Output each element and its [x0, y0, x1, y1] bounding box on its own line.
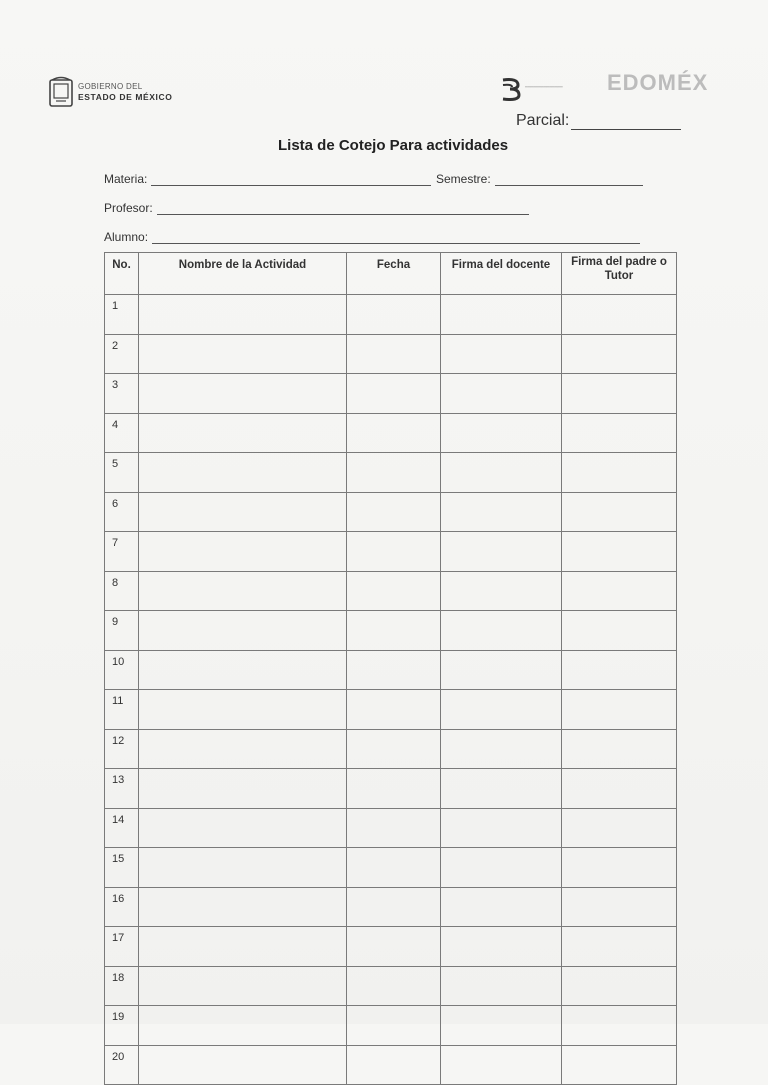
cell-nombre-actividad[interactable] [139, 571, 347, 611]
row-number: 1 [105, 295, 139, 335]
cell-firma-padre-tutor[interactable] [562, 1006, 677, 1046]
materia-label: Materia: [104, 172, 148, 186]
row-number: 6 [105, 492, 139, 532]
cell-fecha[interactable] [347, 650, 441, 690]
gov-logo-line2: ESTADO DE MÉXICO [78, 92, 173, 102]
table-row [105, 729, 677, 769]
cell-nombre-actividad[interactable] [139, 1006, 347, 1046]
cell-nombre-actividad[interactable] [139, 611, 347, 651]
cell-firma-padre-tutor[interactable] [562, 729, 677, 769]
cell-nombre-actividad[interactable] [139, 532, 347, 572]
table-row [105, 611, 677, 651]
parcial-field [516, 112, 681, 130]
cell-fecha[interactable] [347, 611, 441, 651]
header-no: No. [105, 253, 139, 295]
cell-firma-padre-tutor[interactable] [562, 611, 677, 651]
row-number: 13 [105, 769, 139, 809]
cell-firma-docente[interactable] [441, 334, 562, 374]
cell-firma-padre-tutor[interactable] [562, 571, 677, 611]
cell-firma-padre-tutor[interactable] [562, 492, 677, 532]
cell-nombre-actividad[interactable] [139, 453, 347, 493]
row-number: 19 [105, 1006, 139, 1046]
cell-firma-docente[interactable] [441, 453, 562, 493]
row-number: 16 [105, 887, 139, 927]
cell-fecha[interactable] [347, 334, 441, 374]
parcial-line[interactable] [571, 115, 681, 130]
cell-fecha[interactable] [347, 729, 441, 769]
row-number: 12 [105, 729, 139, 769]
semestre-line[interactable] [495, 173, 643, 186]
cell-fecha[interactable] [347, 808, 441, 848]
cell-firma-padre-tutor[interactable] [562, 295, 677, 335]
row-number: 5 [105, 453, 139, 493]
cell-fecha[interactable] [347, 887, 441, 927]
cell-fecha[interactable] [347, 927, 441, 967]
cell-nombre-actividad[interactable] [139, 887, 347, 927]
cell-firma-docente[interactable] [441, 295, 562, 335]
cell-firma-padre-tutor[interactable] [562, 1045, 677, 1085]
cell-fecha[interactable] [347, 1045, 441, 1085]
cell-firma-padre-tutor[interactable] [562, 769, 677, 809]
cell-nombre-actividad[interactable] [139, 927, 347, 967]
row-number: 11 [105, 690, 139, 730]
semestre-field [436, 172, 643, 186]
cell-firma-docente[interactable] [441, 611, 562, 651]
cell-firma-padre-tutor[interactable] [562, 690, 677, 730]
semestre-label: Semestre: [436, 172, 491, 186]
cell-firma-docente[interactable] [441, 374, 562, 414]
row-number: 14 [105, 808, 139, 848]
row-number: 9 [105, 611, 139, 651]
materia-field [104, 172, 431, 186]
header-firma-docente: Firma del docente [441, 253, 562, 295]
table-row [105, 492, 677, 532]
cell-nombre-actividad[interactable] [139, 808, 347, 848]
cell-firma-padre-tutor[interactable] [562, 650, 677, 690]
table-row [105, 887, 677, 927]
cell-firma-padre-tutor[interactable] [562, 532, 677, 572]
table-row [105, 808, 677, 848]
cell-fecha[interactable] [347, 295, 441, 335]
alumno-label: Alumno: [104, 230, 149, 244]
table-row [105, 532, 677, 572]
row-number: 3 [105, 374, 139, 414]
cell-nombre-actividad[interactable] [139, 690, 347, 730]
cell-firma-padre-tutor[interactable] [562, 966, 677, 1006]
table-row [105, 927, 677, 967]
header-firma-padre-tutor: Firma del padre o Tutor [562, 253, 677, 295]
alumno-line[interactable] [152, 231, 640, 244]
row-number: 7 [105, 532, 139, 572]
cell-fecha[interactable] [347, 532, 441, 572]
cell-firma-docente[interactable] [441, 887, 562, 927]
row-number: 8 [105, 571, 139, 611]
table-row [105, 571, 677, 611]
cell-firma-docente[interactable] [441, 571, 562, 611]
table-row [105, 1045, 677, 1085]
cell-nombre-actividad[interactable] [139, 492, 347, 532]
cell-firma-docente[interactable] [441, 808, 562, 848]
cell-fecha[interactable] [347, 571, 441, 611]
cell-fecha[interactable] [347, 413, 441, 453]
cell-fecha[interactable] [347, 690, 441, 730]
table-row [105, 1006, 677, 1046]
table-body [105, 295, 677, 1085]
cell-firma-docente[interactable] [441, 729, 562, 769]
cell-firma-docente[interactable] [441, 966, 562, 1006]
parcial-label: Parcial: [516, 112, 570, 129]
row-number: 17 [105, 927, 139, 967]
cell-firma-padre-tutor[interactable] [562, 848, 677, 888]
cell-fecha[interactable] [347, 453, 441, 493]
cell-nombre-actividad[interactable] [139, 729, 347, 769]
edomex-logo: EDOMÉX [607, 70, 709, 95]
cell-nombre-actividad[interactable] [139, 295, 347, 335]
profesor-label: Profesor: [104, 201, 153, 215]
row-number: 2 [105, 334, 139, 374]
cell-firma-docente[interactable] [441, 927, 562, 967]
cell-fecha[interactable] [347, 374, 441, 414]
cell-nombre-actividad[interactable] [139, 334, 347, 374]
cell-fecha[interactable] [347, 966, 441, 1006]
cell-fecha[interactable] [347, 848, 441, 888]
table-row [105, 848, 677, 888]
cell-firma-padre-tutor[interactable] [562, 413, 677, 453]
table-row [105, 690, 677, 730]
alumno-field [104, 230, 640, 244]
profesor-line[interactable] [157, 202, 529, 215]
cell-firma-docente[interactable] [441, 1006, 562, 1046]
state-seal-icon [48, 76, 74, 108]
table-row [105, 334, 677, 374]
cell-firma-padre-tutor[interactable] [562, 927, 677, 967]
activities-table [104, 252, 677, 1085]
materia-line[interactable] [151, 173, 431, 186]
row-number: 18 [105, 966, 139, 1006]
header-fecha: Fecha [347, 253, 441, 295]
cell-nombre-actividad[interactable] [139, 1045, 347, 1085]
row-number: 20 [105, 1045, 139, 1085]
table-row [105, 413, 677, 453]
cell-firma-padre-tutor[interactable] [562, 334, 677, 374]
cobaem-mark-icon [500, 76, 522, 102]
cell-firma-padre-tutor[interactable] [562, 374, 677, 414]
cell-fecha[interactable] [347, 769, 441, 809]
cell-firma-docente[interactable] [441, 690, 562, 730]
cell-firma-docente[interactable] [441, 769, 562, 809]
gov-logo-line1: GOBIERNO DEL [78, 82, 143, 91]
cell-firma-docente[interactable] [441, 1045, 562, 1085]
profesor-field [104, 201, 529, 215]
cobaem-logo [500, 76, 579, 102]
cell-nombre-actividad[interactable] [139, 966, 347, 1006]
table-row [105, 295, 677, 335]
table-row [105, 769, 677, 809]
cell-fecha[interactable] [347, 492, 441, 532]
cell-nombre-actividad[interactable] [139, 650, 347, 690]
cell-firma-docente[interactable] [441, 492, 562, 532]
cell-firma-padre-tutor[interactable] [562, 808, 677, 848]
cell-nombre-actividad[interactable] [139, 848, 347, 888]
cell-nombre-actividad[interactable] [139, 374, 347, 414]
cell-nombre-actividad[interactable] [139, 413, 347, 453]
cell-firma-docente[interactable] [441, 848, 562, 888]
table-row [105, 966, 677, 1006]
cell-firma-docente[interactable] [441, 650, 562, 690]
table-row [105, 650, 677, 690]
document-title: Lista de Cotejo Para actividades [278, 137, 509, 154]
cell-nombre-actividad[interactable] [139, 769, 347, 809]
row-number: 10 [105, 650, 139, 690]
table-row [105, 374, 677, 414]
cobaem-fine-print: ▔▔▔▔▔▔▔▔▔▔▔▔▔▔ [525, 87, 563, 91]
row-number: 4 [105, 413, 139, 453]
cell-firma-padre-tutor[interactable] [562, 887, 677, 927]
table-header-row [105, 253, 677, 295]
table-row [105, 453, 677, 493]
cell-fecha[interactable] [347, 1006, 441, 1046]
header-nombre-actividad: Nombre de la Actividad [139, 253, 347, 295]
cell-firma-docente[interactable] [441, 413, 562, 453]
gobierno-edomex-logo [48, 76, 172, 108]
cell-firma-docente[interactable] [441, 532, 562, 572]
row-number: 15 [105, 848, 139, 888]
cell-firma-padre-tutor[interactable] [562, 453, 677, 493]
